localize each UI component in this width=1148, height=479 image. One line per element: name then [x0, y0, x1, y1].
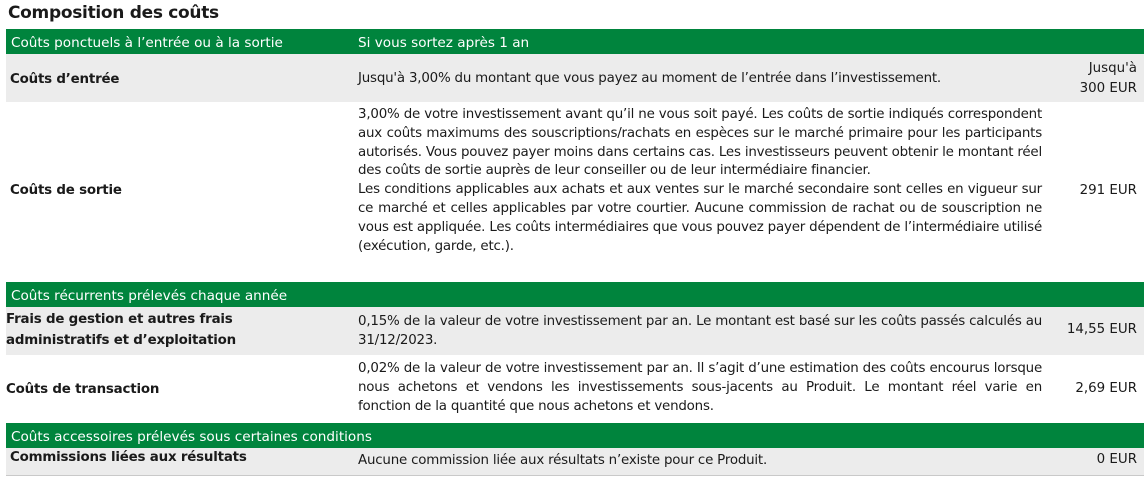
- exit-costs-label: Coûts de sortie: [10, 183, 122, 198]
- entry-costs-amount-value: 300 EUR: [1079, 81, 1137, 96]
- exit-costs-description-p2: Les conditions applicables aux achats et aux ventes sur le marché secondaire sont celles en vigueur sur ce marché et celles applicables par votre courtier. Aucune commission de rachat ou de souscription ne vous est appliquée. Les coûts intermédiaires que vous pouvez payer dépendent de l’intermédiaire utilisé (exécution, garde, etc.).: [358, 182, 1042, 254]
- performance-fees-label: Commissions liées aux résultats: [10, 450, 247, 465]
- transaction-costs-amount: 2,69 EUR: [1075, 381, 1137, 396]
- transaction-costs-description: 0,02% de la valeur de votre investissement par an. Il s’agit d’une estimation des coûts encourus lorsque nous achetons et vendons les investissements sous-jacents au Produit. Le montant réel varie en fonction de la quantité que nous achetons et vendons.: [358, 361, 1042, 414]
- header-one-off-costs: Coûts ponctuels à l’entrée ou à la sortie: [11, 35, 283, 51]
- management-fees-label: [6, 309, 336, 351]
- costs-table-header: [6, 29, 1144, 54]
- table-row-entry-costs: [6, 54, 1144, 102]
- table-row-performance-fees: [6, 448, 1144, 475]
- recurring-costs-header-label: Coûts récurrents prélevés chaque année: [11, 288, 288, 304]
- transaction-costs-label: Coûts de transaction: [6, 382, 160, 397]
- table-row-exit-costs: [6, 102, 1144, 282]
- management-fees-amount: 14,55 EUR: [1066, 322, 1137, 337]
- recurring-costs-header: [6, 282, 1144, 307]
- table-row-management-fees: [6, 307, 1144, 355]
- performance-fees-description: Aucune commission liée aux résultats n’existe pour ce Produit.: [358, 453, 768, 468]
- entry-costs-amount-prefix: Jusqu'à: [1088, 61, 1137, 76]
- exit-costs-description: [358, 106, 1042, 256]
- table-row-transaction-costs: [6, 355, 1144, 421]
- entry-costs-amount: [1042, 59, 1137, 99]
- management-fees-label-line2: administratifs et d’exploitation: [6, 333, 237, 348]
- incidental-costs-header-label: Coûts accessoires prélevés sous certaines conditions: [11, 429, 372, 445]
- exit-costs-description-p1: 3,00% de votre investissement avant qu’il ne vous soit payé. Les coûts de sortie indiqués correspondent aux coûts maximums des souscriptions/rachats en espèces sur le marché primaire pour les participants autorisés. Vous pouvez payer moins dans certains cas. Les investisseurs peuvent obtenir le montant réel des coûts de sortie auprès de leur conseiller ou de leur intermédiaire financier.: [358, 107, 1042, 179]
- section-title: Composition des coûts: [8, 3, 219, 23]
- exit-costs-amount: 291 EUR: [1079, 183, 1137, 198]
- management-fees-description: 0,15% de la valeur de votre investissement par an. Le montant est basé sur les coûts passés calculés au 31/12/2023.: [358, 314, 1042, 348]
- entry-costs-description: Jusqu'à 3,00% du montant que vous payez au moment de l’entrée dans l’investissement.: [358, 71, 941, 86]
- management-fees-label-line1: Frais de gestion et autres frais: [6, 312, 233, 327]
- incidental-costs-header: [6, 423, 1144, 448]
- table-bottom-border: [6, 475, 1144, 476]
- header-exit-after-1-year: Si vous sortez après 1 an: [358, 35, 530, 51]
- performance-fees-amount: 0 EUR: [1096, 452, 1137, 467]
- entry-costs-label: Coûts d’entrée: [10, 72, 120, 87]
